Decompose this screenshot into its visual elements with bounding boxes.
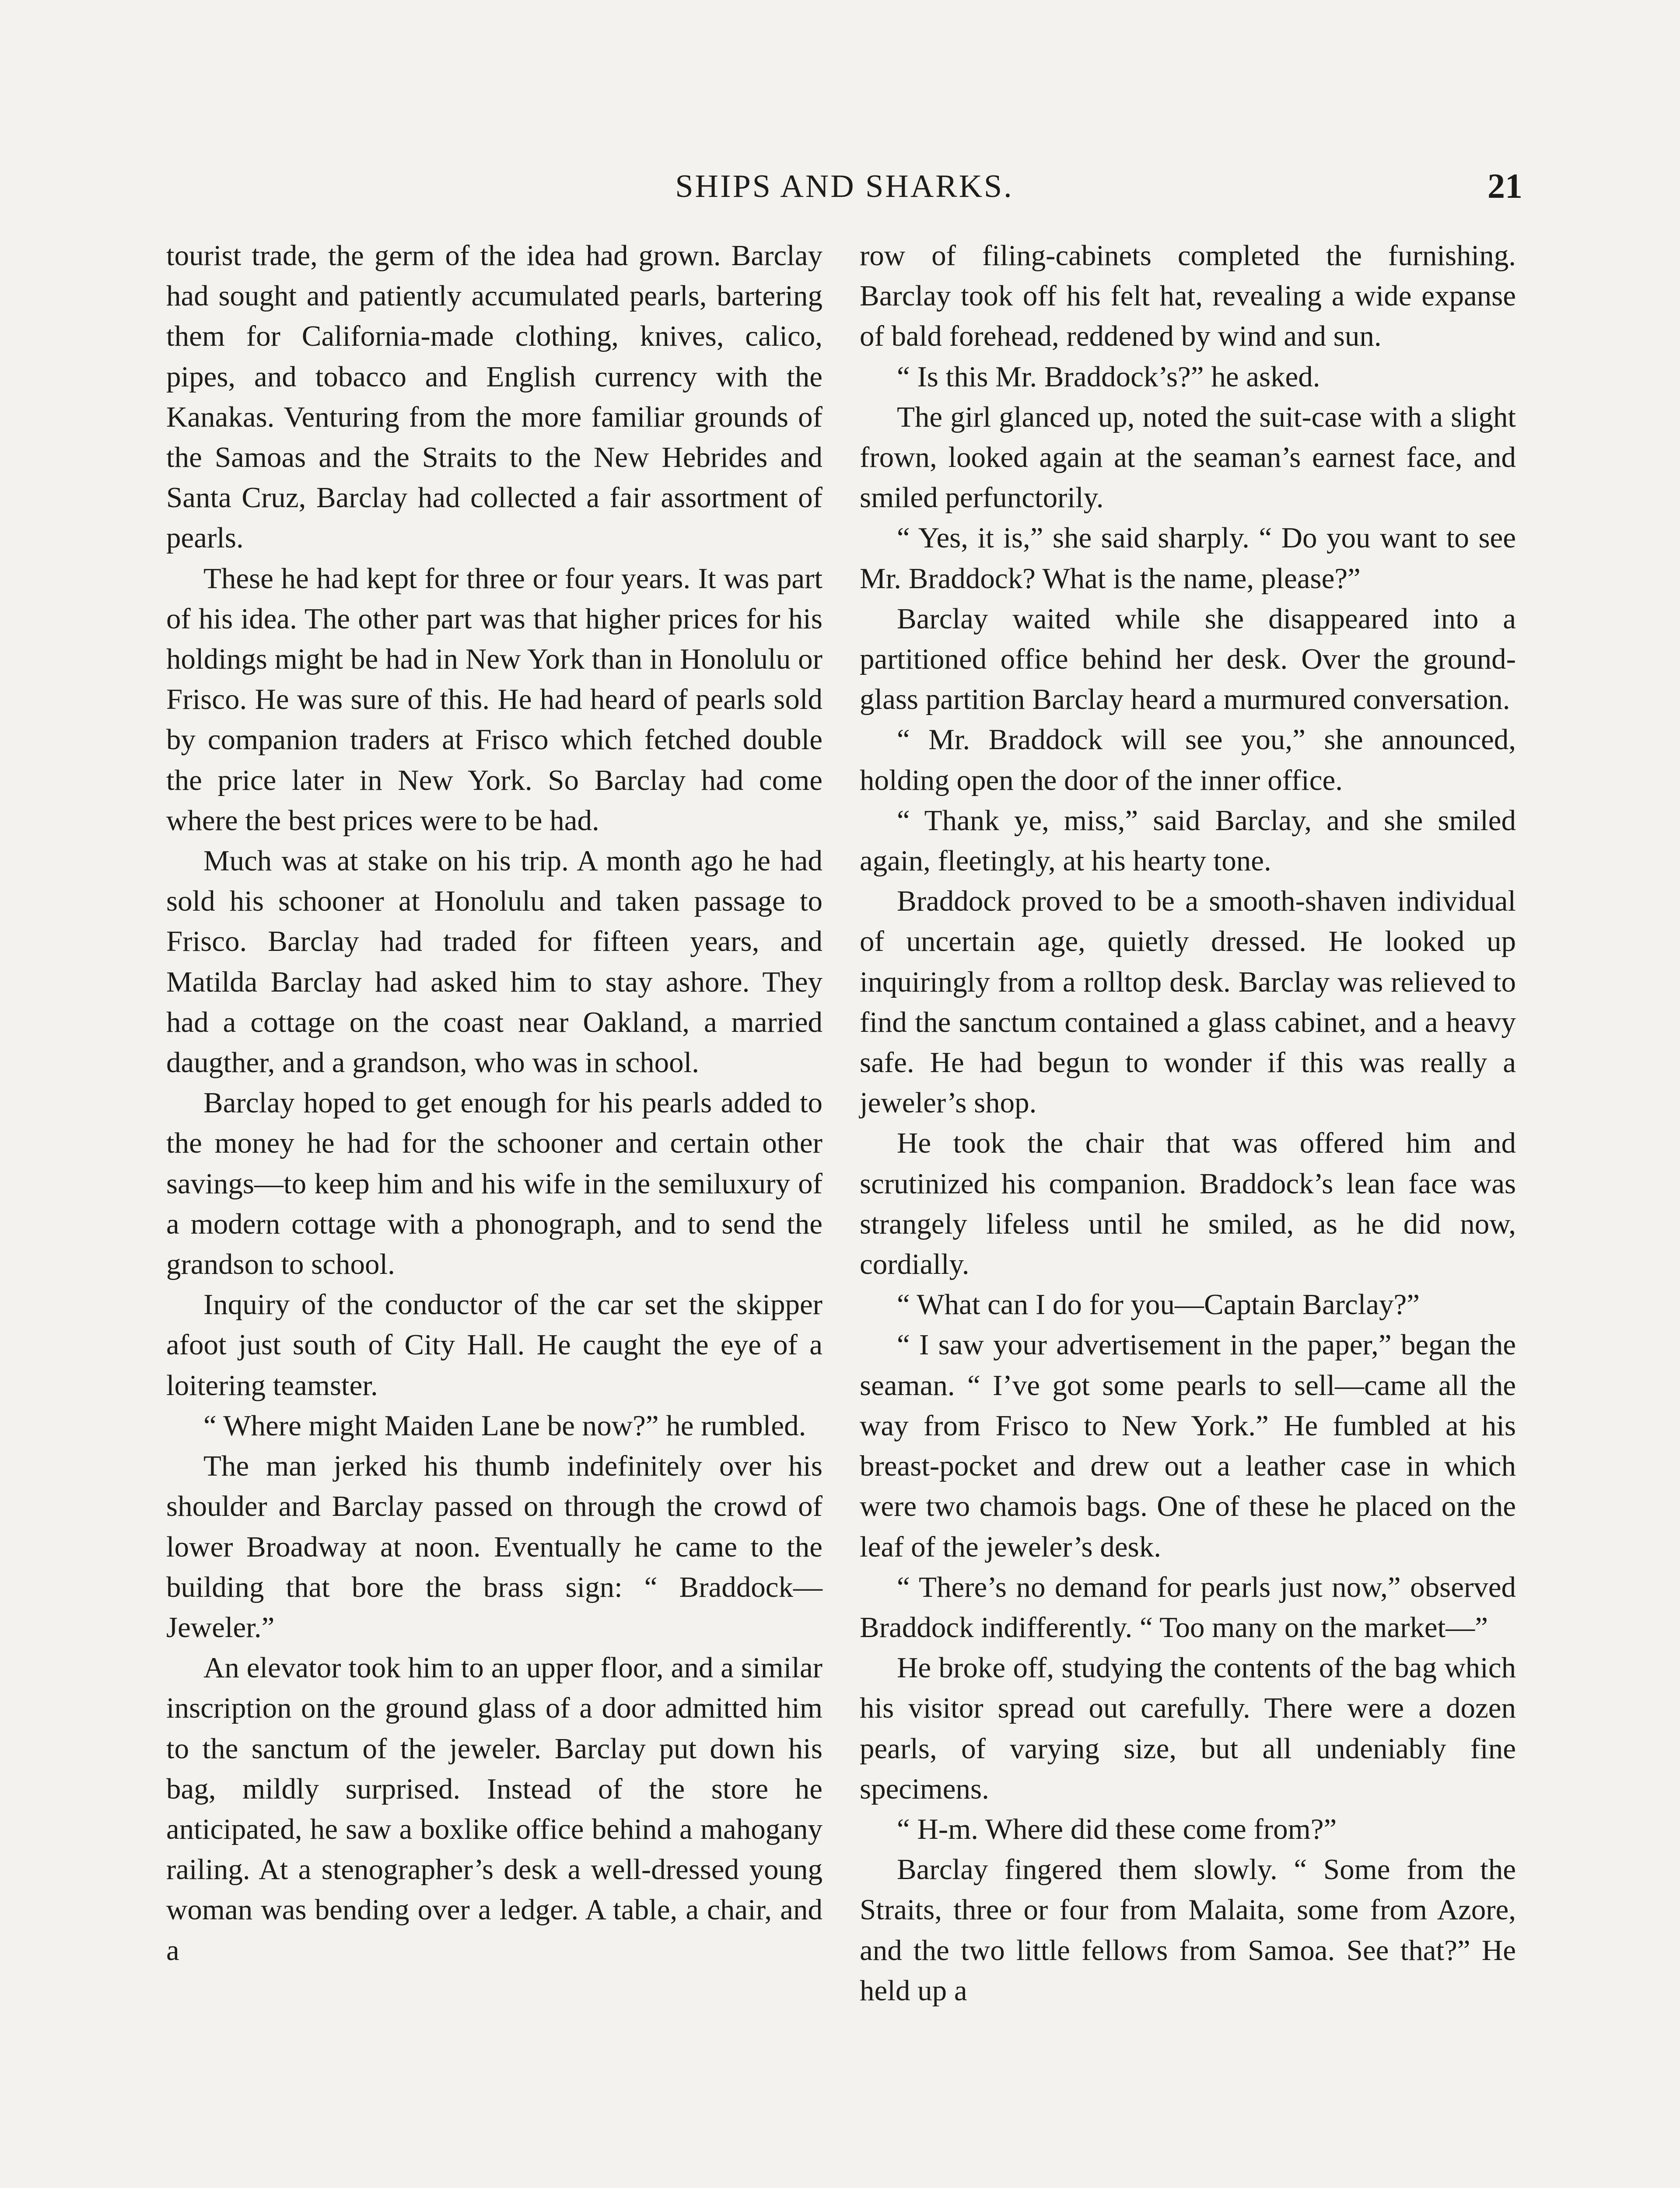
paragraph: “ Where might Maiden Lane be now?” he rumbled. [203, 1409, 806, 1442]
paragraph: Much was at stake on his trip. A month ago he had sold his schooner at Honolulu and taken passage to Frisco. Barclay had traded for fifteen years, and Matilda Barclay had asked him to stay ashore. They had a cottage on the coast near Oakland, a married daugther, and a grandson, who was in school. [166, 845, 822, 1079]
paragraph: “ Mr. Braddock will see you,” she announced, holding open the door of the inner office. [860, 723, 1516, 796]
paragraph: Barclay hoped to get enough for his pearls added to the money he had for the schooner and certain other savings—to keep him and his wife in the semiluxury of a modern cottage with a phonograph, and to send the grandson to school. [166, 1087, 822, 1281]
paragraph: “ I saw your advertisement in the paper,” began the seaman. “ I’ve got some pearls to sell—came all the way from Frisco to New York.” He fumbled at his breast-pocket and drew out a leather case in which were two chamois bags. One of these he placed on the leaf of the jeweler’s desk. [860, 1329, 1516, 1563]
paragraph: The man jerked his thumb indefinitely over his shoulder and Barclay passed on through the crowd of lower Broadway at noon. Eventually he came to the building that bore the brass sign: “ Braddock—Jeweler.” [166, 1450, 822, 1644]
paragraph: “ What can I do for you—Captain Barclay?” [897, 1288, 1420, 1321]
left-column [166, 235, 822, 1971]
page-number: 21 [1488, 167, 1522, 206]
paragraph: row of filing-cabinets completed the furnishing. Barclay took off his felt hat, revealing a wide expanse of bald forehead, reddened by wind and sun. [860, 239, 1516, 353]
paragraph: “ Is this Mr. Braddock’s?” he asked. [897, 360, 1320, 393]
paragraph: Barclay waited while she disappeared into a partitioned office behind her desk. Over the ground-glass partition Barclay heard a murmured conversation. [860, 602, 1516, 716]
page-header [166, 165, 1522, 213]
paragraph: “ There’s no demand for pearls just now,” observed Braddock indifferently. “ Too many on the market—” [860, 1571, 1516, 1644]
running-title: SHIPS AND SHARKS. [675, 168, 1014, 204]
paragraph: “ H-m. Where did these come from?” [897, 1813, 1337, 1845]
paragraph: Braddock proved to be a smooth-shaven individual of uncertain age, quietly dressed. He looked up inquiringly from a rolltop desk. Barclay was relieved to find the sanctum contained a glass cabinet, and a heavy safe. He had begun to wonder if this was really a jeweler’s shop. [860, 885, 1516, 1119]
paragraph: tourist trade, the germ of the idea had grown. Barclay had sought and patiently accumulated pearls, bartering them for California-made clothing, knives, calico, pipes, and tobacco and English currency with the Kanakas. Venturing from the more familiar grounds of the Samoas and the Straits to the New Hebrides and Santa Cruz, Barclay had collected a fair assortment of pearls. [166, 239, 822, 554]
paragraph: Inquiry of the conductor of the car set the skipper afoot just south of City Hall. He caught the eye of a loitering teamster. [166, 1288, 822, 1402]
paragraph: An elevator took him to an upper floor, and a similar inscription on the ground glass of a door admitted him to the sanctum of the jeweler. Barclay put down his bag, mildly surprised. Instead of the store he anticipated, he saw a boxlike office behind a mahogany railing. At a stenographer’s desk a well-dressed young woman was bending over a ledger. A table, a chair, and a [166, 1652, 822, 1967]
right-column [860, 235, 1516, 2011]
paragraph: “ Yes, it is,” she said sharply. “ Do you want to see Mr. Braddock? What is the name, please?” [860, 522, 1516, 595]
paragraph: He took the chair that was offered him and scrutinized his companion. Braddock’s lean face was strangely lifeless until he smiled, as he did now, cordially. [860, 1127, 1516, 1281]
paragraph: Barclay fingered them slowly. “ Some from the Straits, three or four from Malaita, some from Azore, and the two little fellows from Samoa. See that?” He held up a [860, 1853, 1516, 2007]
paragraph: These he had kept for three or four years. It was part of his idea. The other part was that higher prices for his holdings might be had in New York than in Honolulu or Frisco. He was sure of this. He had heard of pearls sold by companion traders at Frisco which fetched double the price later in New York. So Barclay had come where the best prices were to be had. [166, 562, 822, 837]
paragraph: “ Thank ye, miss,” said Barclay, and she smiled again, fleetingly, at his hearty tone. [860, 804, 1516, 877]
paragraph: He broke off, studying the contents of the bag which his visitor spread out carefully. There were a dozen pearls, of varying size, but all undeniably fine specimens. [860, 1652, 1516, 1805]
paragraph: The girl glanced up, noted the suit-case with a slight frown, looked again at the seaman’s earnest face, and smiled perfunctorily. [860, 400, 1516, 514]
